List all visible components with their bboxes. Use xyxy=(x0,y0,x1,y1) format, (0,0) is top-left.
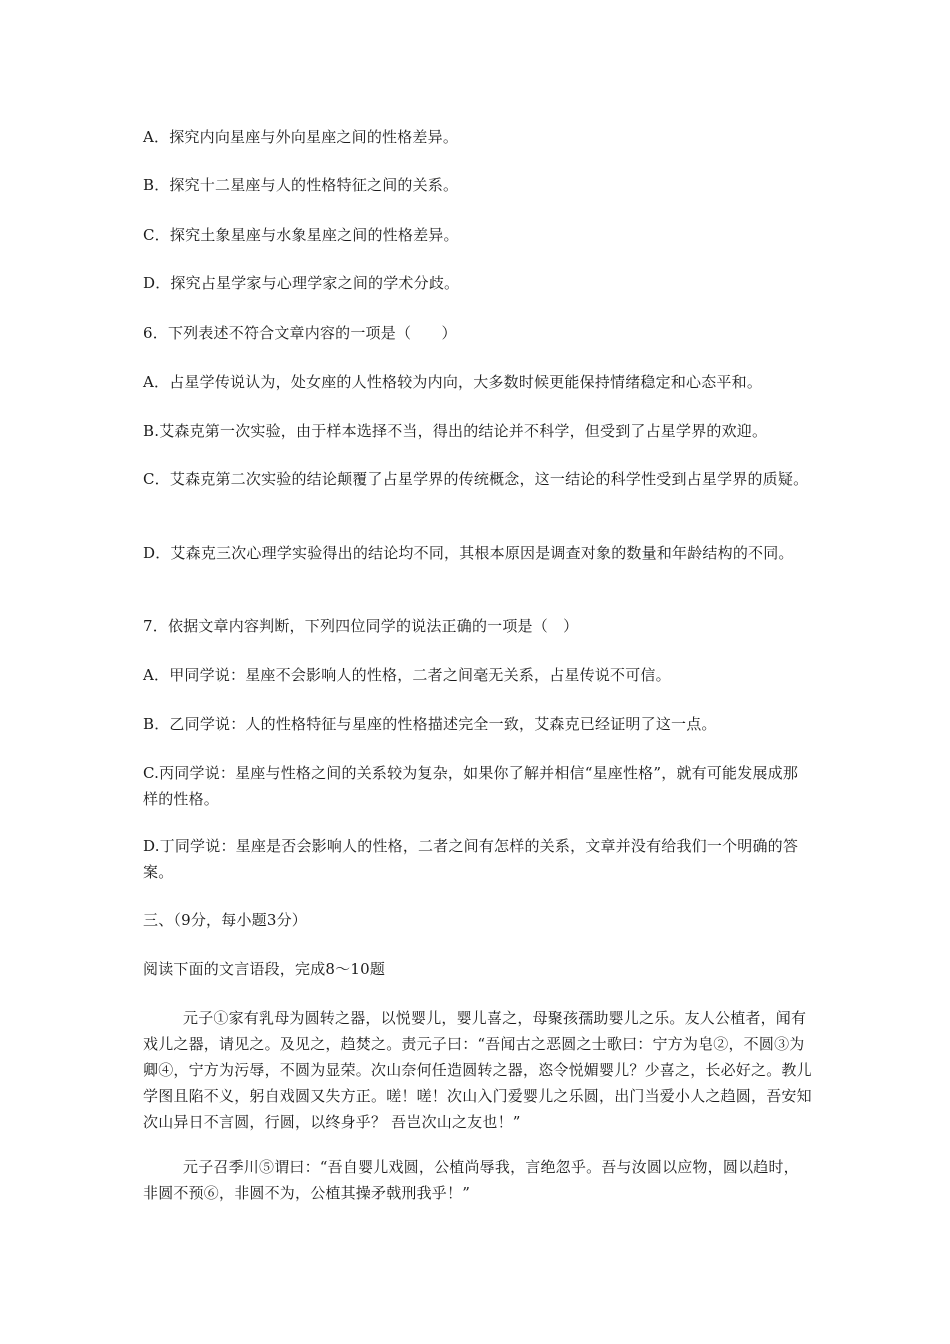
option-7c: C.丙同学说：星座与性格之间的关系较为复杂，如果你了解并相信“星座性格”，就有可能发展成那样的性格。 xyxy=(143,764,799,808)
option-6c: C．艾森克第二次实验的结论颠覆了占星学界的传统概念，这一结论的科学性受到占星学界的质疑。 xyxy=(143,470,809,488)
option-7a: A．甲同学说：星座不会影响人的性格，二者之间毫无关系，占星传说不可信。 xyxy=(143,666,671,684)
question-7: 7．依据文章内容判断，下列四位同学的说法正确的一项是（ ） xyxy=(143,617,579,635)
section-3-heading: 三、（9分，每小题3分） xyxy=(143,911,307,929)
option-7d: D.丁同学说：星座是否会影响人的性格，二者之间有怎样的关系，文章并没有给我们一个明确的答案。 xyxy=(143,837,799,881)
option-5a: A．探究内向星座与外向星座之间的性格差异。 xyxy=(143,128,459,146)
question-6: 6．下列表述不符合文章内容的一项是（ ） xyxy=(143,324,457,342)
classical-passage-paragraph-1: 元子①家有乳母为圆转之器，以悦婴儿，婴儿喜之，母聚孩孺助婴儿之乐。友人公植者，闻有戏儿之器，请见之。及见之，趋焚之。责元子曰：“吾闻古之恶圆之士歌曰：宁方为皂②，不圆③为卿④，宁方为污辱，不圆为显荣。次山奈何任造圆转之器，恣令悦媚婴儿？少喜之，长必好之。教儿学图且陷不义，躬自戏圆又失方正。嗟！嗟！次山入门爱婴儿之乐圆，出门当爱小人之趋圆，吾安知次山异日不言圆，行圆，以终身乎？ 吾岂次山之友也！” xyxy=(143,1009,812,1131)
option-5b: B．探究十二星座与人的性格特征之间的关系。 xyxy=(143,176,459,194)
option-7b: B．乙同学说：人的性格特征与星座的性格描述完全一致，艾森克已经证明了这一点。 xyxy=(143,715,717,733)
option-5d: D．探究占星学家与心理学家之间的学术分歧。 xyxy=(143,274,460,292)
option-6d: D．艾森克三次心理学实验得出的结论均不同，其根本原因是调查对象的数量和年龄结构的不同。 xyxy=(143,544,794,562)
classical-passage-paragraph-2: 元子召季川⑤谓曰：“吾自婴儿戏圆，公植尚辱我，言绝忽乎。吾与汝圆以应物，圆以趋时，非圆不预⑥，非圆不为，公植其操矛戟刑我乎！” xyxy=(143,1158,799,1202)
reading-instruction: 阅读下面的文言语段，完成8～10题 xyxy=(143,960,386,978)
option-6a: A．占星学传说认为，处女座的人性格较为内向，大多数时候更能保持情绪稳定和心态平和。 xyxy=(143,373,763,391)
option-6b: B.艾森克第一次实验，由于样本选择不当，得出的结论并不科学，但受到了占星学界的欢迎。 xyxy=(143,422,768,440)
option-5c: C．探究土象星座与水象星座之间的性格差异。 xyxy=(143,226,459,244)
